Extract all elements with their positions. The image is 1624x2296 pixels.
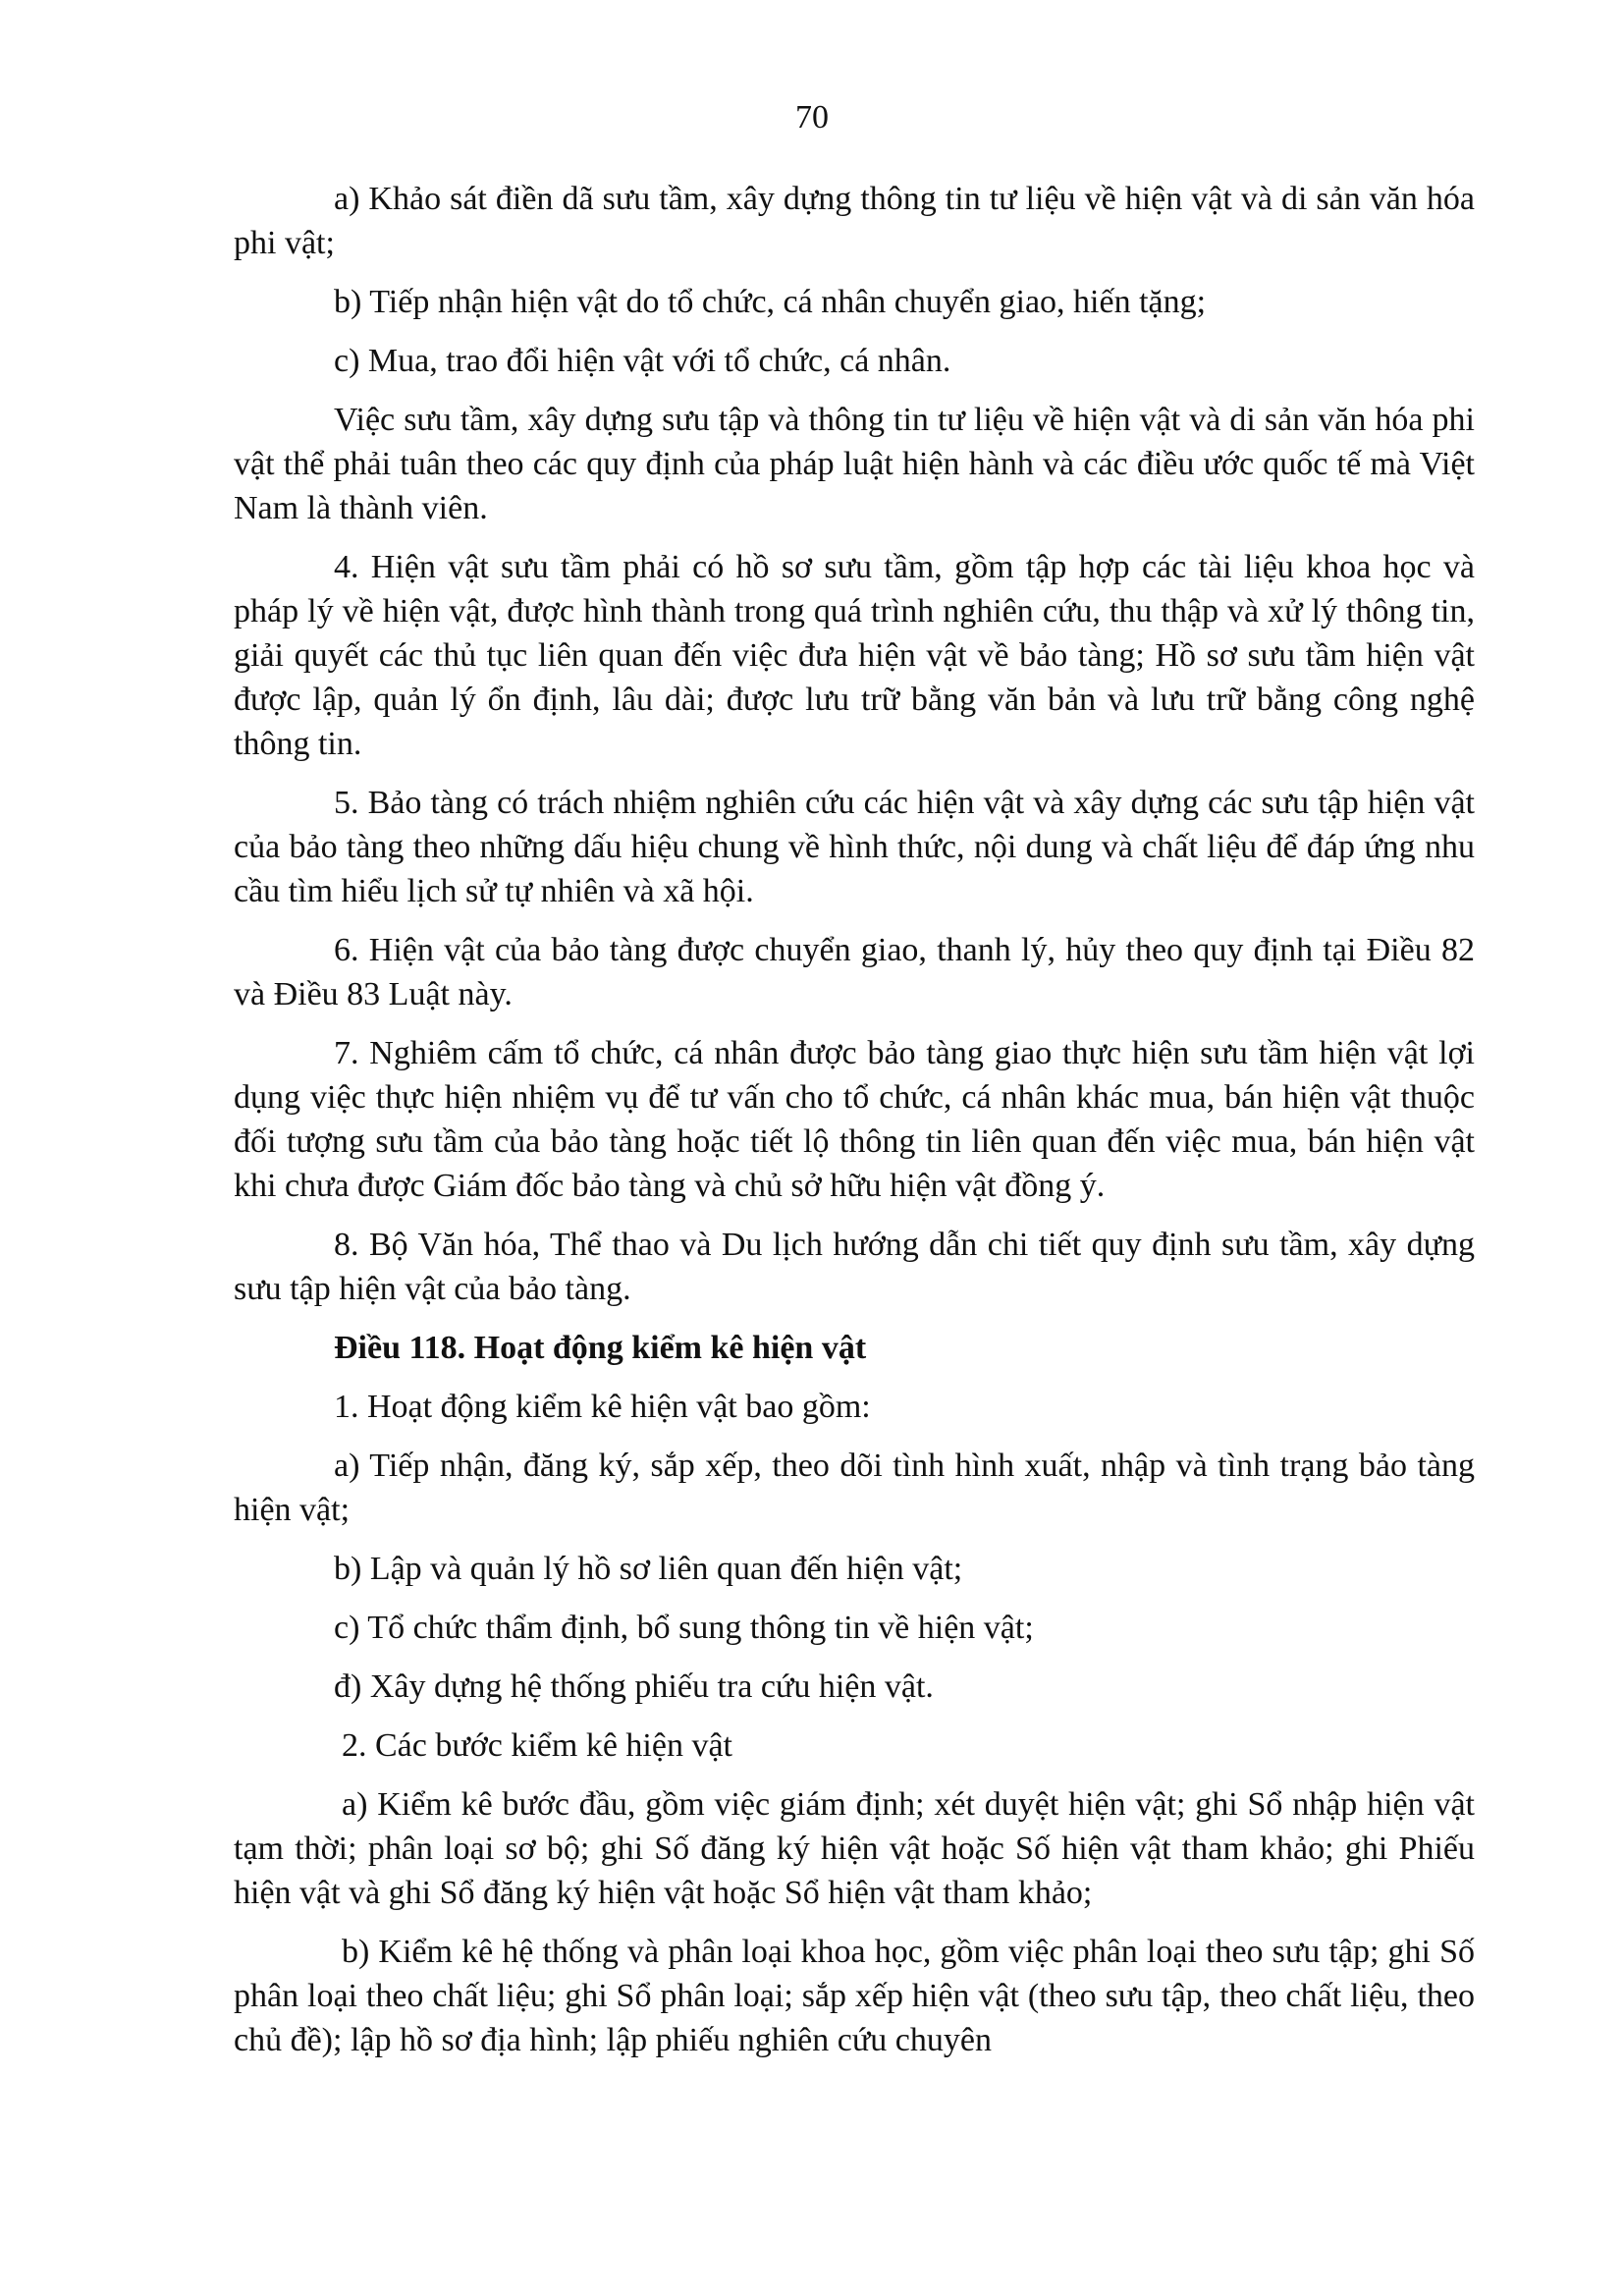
paragraph: 4. Hiện vật sưu tầm phải có hồ sơ sưu tầm, gồm tập hợp các tài liệu khoa học và pháp lý về hiện vật, được hình thành trong quá trình nghiên cứu, thu thập và xử lý thông tin, giải quyết các thủ tục liên quan đến việc đưa hiện vật về bảo tàng; Hồ sơ sưu tầm hiện vật được lập, quản lý ổn định, lâu dài; được lưu trữ bằng văn bản và lưu trữ bằng công nghệ thông tin. [234, 549, 1475, 762]
page-body [234, 177, 1475, 2077]
paragraph: c) Mua, trao đổi hiện vật với tổ chức, cá nhân. [334, 343, 951, 379]
paragraph: 2. Các bước kiểm kê hiện vật [342, 1727, 733, 1764]
paragraph: 1. Hoạt động kiểm kê hiện vật bao gồm: [334, 1389, 871, 1425]
paragraph: Việc sưu tầm, xây dựng sưu tập và thông tin tư liệu về hiện vật và di sản văn hóa phi vật thể phải tuân theo các quy định của pháp luật hiện hành và các điều ước quốc tế mà Việt Nam là thành viên. [234, 402, 1475, 526]
paragraph: b) Lập và quản lý hồ sơ liên quan đến hiện vật; [334, 1551, 963, 1587]
paragraph: c) Tổ chức thẩm định, bổ sung thông tin về hiện vật; [334, 1610, 1034, 1646]
paragraph: b) Kiểm kê hệ thống và phân loại khoa học, gồm việc phân loại theo sưu tập; ghi Số phân loại theo chất liệu; ghi Sổ phân loại; sắp xếp hiện vật (theo sưu tập, theo chất liệu, theo chủ đề); lập hồ sơ địa hình; lập phiếu nghiên cứu chuyên [234, 1934, 1475, 2058]
paragraph: b) Tiếp nhận hiện vật do tổ chức, cá nhân chuyển giao, hiến tặng; [334, 284, 1207, 320]
paragraph: a) Tiếp nhận, đăng ký, sắp xếp, theo dõi tình hình xuất, nhập và tình trạng bảo tàng hiện vật; [234, 1448, 1475, 1528]
paragraph: đ) Xây dựng hệ thống phiếu tra cứu hiện vật. [334, 1668, 934, 1705]
paragraph: 6. Hiện vật của bảo tàng được chuyển giao, thanh lý, hủy theo quy định tại Điều 82 và Điều 83 Luật này. [234, 932, 1475, 1012]
paragraph: 8. Bộ Văn hóa, Thể thao và Du lịch hướng dẫn chi tiết quy định sưu tầm, xây dựng sưu tập hiện vật của bảo tàng. [234, 1227, 1475, 1307]
paragraph: 5. Bảo tàng có trách nhiệm nghiên cứu các hiện vật và xây dựng các sưu tập hiện vật của bảo tàng theo những dấu hiệu chung về hình thức, nội dung và chất liệu để đáp ứng nhu cầu tìm hiểu lịch sử tự nhiên và xã hội. [234, 785, 1475, 909]
paragraph: a) Kiểm kê bước đầu, gồm việc giám định; xét duyệt hiện vật; ghi Sổ nhập hiện vật tạm thời; phân loại sơ bộ; ghi Số đăng ký hiện vật hoặc Số hiện vật tham khảo; ghi Phiếu hiện vật và ghi Sổ đăng ký hiện vật hoặc Sổ hiện vật tham khảo; [234, 1786, 1475, 1911]
paragraph: 7. Nghiêm cấm tổ chức, cá nhân được bảo tàng giao thực hiện sưu tầm hiện vật lợi dụng việc thực hiện nhiệm vụ để tư vấn cho tổ chức, cá nhân khác mua, bán hiện vật thuộc đối tượng sưu tầm của bảo tàng hoặc tiết lộ thông tin liên quan đến việc mua, bán hiện vật khi chưa được Giám đốc bảo tàng và chủ sở hữu hiện vật đồng ý. [234, 1035, 1475, 1204]
article-heading: Điều 118. Hoạt động kiểm kê hiện vật [334, 1330, 867, 1366]
page-number: 70 [795, 99, 829, 136]
paragraph: a) Khảo sát điền dã sưu tầm, xây dựng thông tin tư liệu về hiện vật và di sản văn hóa phi vật; [234, 181, 1475, 261]
